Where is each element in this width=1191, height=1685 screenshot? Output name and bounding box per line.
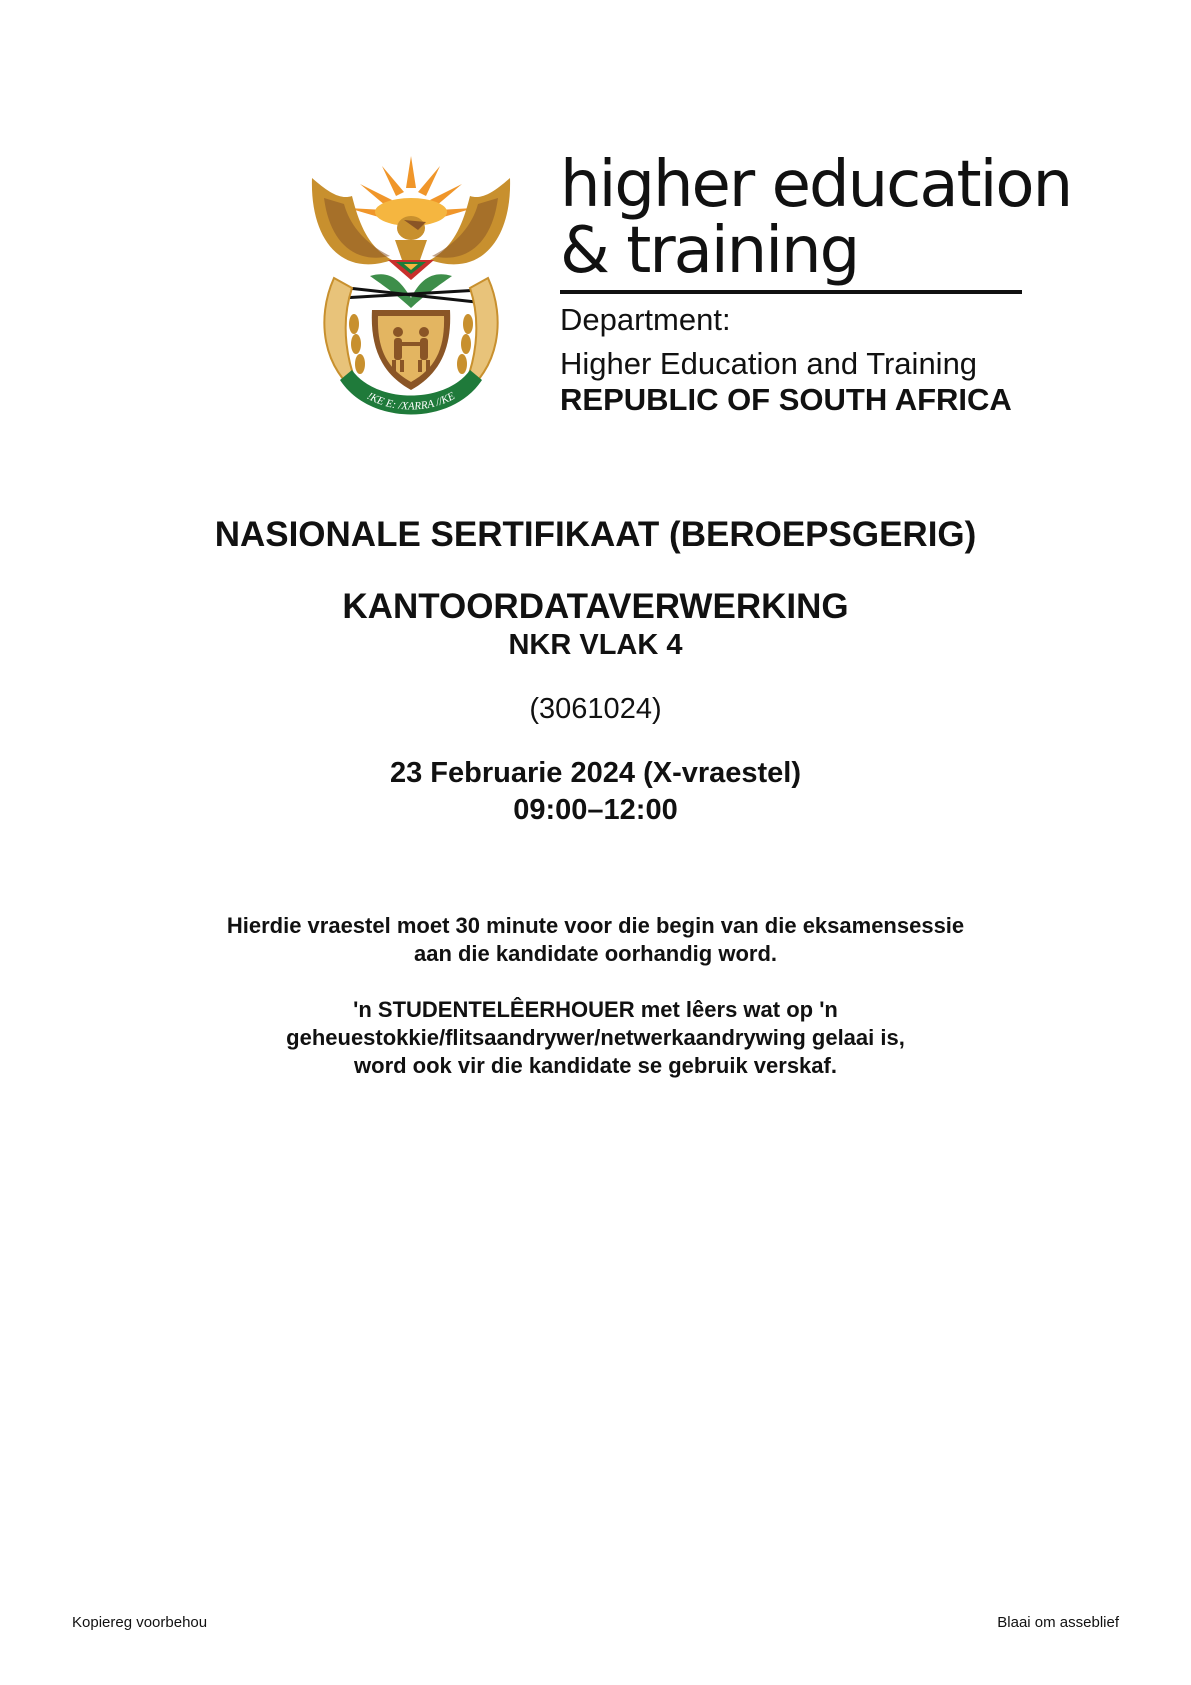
department-name: Higher Education and Training xyxy=(560,346,978,381)
footer-turn-page: Blaai om asseblief xyxy=(997,1614,1119,1631)
nqf-level: NKR VLAK 4 xyxy=(508,629,683,661)
instruction-paragraph-1 xyxy=(0,912,1191,968)
subject-title: KANTOORDATAVERWERKING xyxy=(342,587,849,626)
instruction-line: geheuestokkie/flitsaandrywer/netwerkaandrywing gelaai is, xyxy=(286,1025,905,1050)
footer-copyright: Kopiereg voorbehou xyxy=(72,1614,208,1631)
exam-time: 09:00–12:00 xyxy=(513,794,678,826)
crest-motto: !KE E: /XARRA //KE xyxy=(364,390,458,413)
department-label: Department: xyxy=(560,302,731,337)
subject-code: (3061024) xyxy=(529,693,662,725)
country-name: REPUBLIC OF SOUTH AFRICA xyxy=(560,382,1012,417)
instruction-line: 'n STUDENTELÊERHOUER met lêers wat op 'n xyxy=(353,997,838,1022)
exam-date: 23 Februarie 2024 (X-vraestel) xyxy=(389,757,802,789)
instruction-line: Hierdie vraestel moet 30 minute voor die begin van die eksamensessie xyxy=(226,913,965,938)
certificate-title: NASIONALE SERTIFIKAAT (BEROEPSGERIG) xyxy=(214,515,977,554)
instruction-line: aan die kandidate oorhandig word. xyxy=(413,941,778,966)
coat-of-arms-icon xyxy=(300,148,522,428)
brand-line-higher-education: higher education xyxy=(560,148,1072,222)
instruction-paragraph-2 xyxy=(0,996,1191,1080)
department-branding xyxy=(560,148,1072,418)
brand-divider xyxy=(560,290,1022,294)
instruction-line: word ook vir die kandidate se gebruik verskaf. xyxy=(354,1053,837,1078)
brand-line-training: & training xyxy=(560,214,859,288)
